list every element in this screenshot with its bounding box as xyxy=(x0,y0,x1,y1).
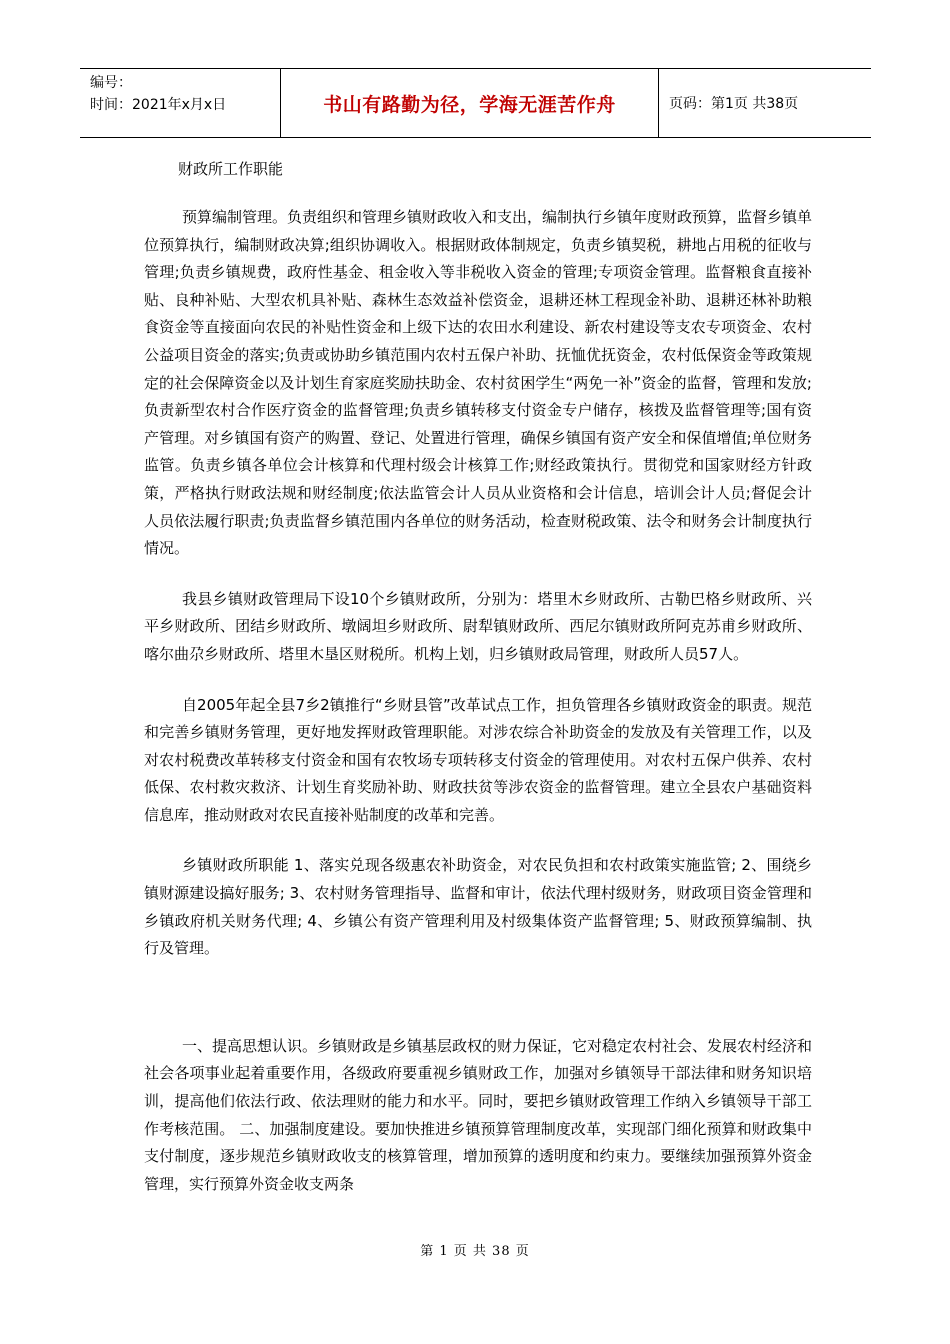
header-meta-cell xyxy=(80,69,281,137)
header-page-info: 页码：第1页 共38页 xyxy=(669,96,799,112)
paragraph-budget-management: 预算编制管理。负责组织和管理乡镇财政收入和支出，编制执行乡镇年度财政预算，监督乡镇单位预算执行，编制财政决算;组织协调收入。根据财政体制规定，负责乡镇契税，耕地占用税的征收与管理;负责乡镇规费，政府性基金、租金收入等非税收入资金的管理;专项资金管理。监督粮食直接补贴、良种补贴、大型农机具补贴、森林生态效益补偿资金，退耕还林工程现金补助、退耕还林补助粮食资金等直接面向农民的补贴性资金和上级下达的农田水利建设、新农村建设等支农专项资金、农村公益项目资金的落实;负责或协助乡镇范围内农村五保户补助、抚恤优抚资金，农村低保资金等政策规定的社会保障资金以及计划生育家庭奖励扶助金、农村贫困学生“两免一补”资金的监督，管理和发放;负责新型农村合作医疗资金的监督管理;负责乡镇转移支付资金专户储存，核拨及监督管理等;国有资产管理。对乡镇国有资产的购置、登记、处置进行管理，确保乡镇国有资产安全和保值增值;单位财务监管。负责乡镇各单位会计核算和代理村级会计核算工作;财经政策执行。贯彻党和国家财经方针政策，严格执行财政法规和财经制度;依法监管会计人员从业资格和会计信息，培训会计人员;督促会计人员依法履行职责;负责监督乡镇范围内各单位的财务活动，检查财税政策、法令和财务会计制度执行情况。 xyxy=(144,208,813,558)
paragraph-reform-pilot: 自2005年起全县7乡2镇推行“乡财县管”改革试点工作，担负管理各乡镇财政资金的职责。规范和完善乡镇财务管理，更好地发挥财政管理职能。对涉农综合补助资金的发放及有关管理工作，以及对农村税费改革转移支付资金和国有农牧场专项转移支付资金的管理使用。对农村五保户供养、农村低保、农村救灾救济、计划生育奖励补助、财政扶贫等涉农资金的监督管理。建立全县农户基础资料信息库，推动财政对农民直接补贴制度的改革和完善。 xyxy=(144,695,812,824)
page-header xyxy=(80,68,871,138)
document-body xyxy=(144,155,812,1221)
time-label: 时间：2021年x月x日 xyxy=(90,97,227,113)
number-label: 编号： xyxy=(90,75,132,91)
paragraph-recommendations: 一、提高思想认识。乡镇财政是乡镇基层政权的财力保证，它对稳定农村社会、发展农村经济和社会各项事业起着重要作用，各级政府要重视乡镇财政工作，加强对乡镇领导干部法律和财务知识培训，提高他们依法行政、依法理财的能力和水平。同时，要把乡镇财政管理工作纳入乡镇领导干部工作考核范围。 二、加强制度建设。要加快推进乡镇预算管理制度改革，实现部门细化预算和财政集中支付制度，逐步规范乡镇财政收支的核算管理，增加预算的透明度和约束力。要继续加强预算外资金管理，实行预算外资金收支两条 xyxy=(144,1036,813,1193)
page-footer: 第 1 页 共 38 页 xyxy=(420,1244,530,1259)
document-title: 财政所工作职能 xyxy=(178,160,284,178)
header-motto: 书山有路勤为径，学海无涯苦作舟 xyxy=(281,69,659,137)
paragraph-office-functions: 乡镇财政所职能 1、落实兑现各级惠农补助资金，对农民负担和农村政策实施监管; 2、围绕乡镇财源建设搞好服务; 3、农村财务管理指导、监督和审计，依法代理村级财务，财政项目资金管理和乡镇政府机关财务代理; 4、乡镇公有资产管理利用及村级集体资产监督管理; 5、财政预算编制、执行及管理。 xyxy=(144,856,812,958)
paragraph-finance-offices: 我县乡镇财政管理局下设10个乡镇财政所，分别为：塔里木乡财政所、古勒巴格乡财政所、兴平乡财政所、团结乡财政所、墩阔坦乡财政所、尉犁镇财政所、西尼尔镇财政所阿克苏甫乡财政所、喀尔曲尕乡财政所、塔里木垦区财税所。机构上划，归乡镇财政局管理，财政所人员57人。 xyxy=(144,589,812,663)
